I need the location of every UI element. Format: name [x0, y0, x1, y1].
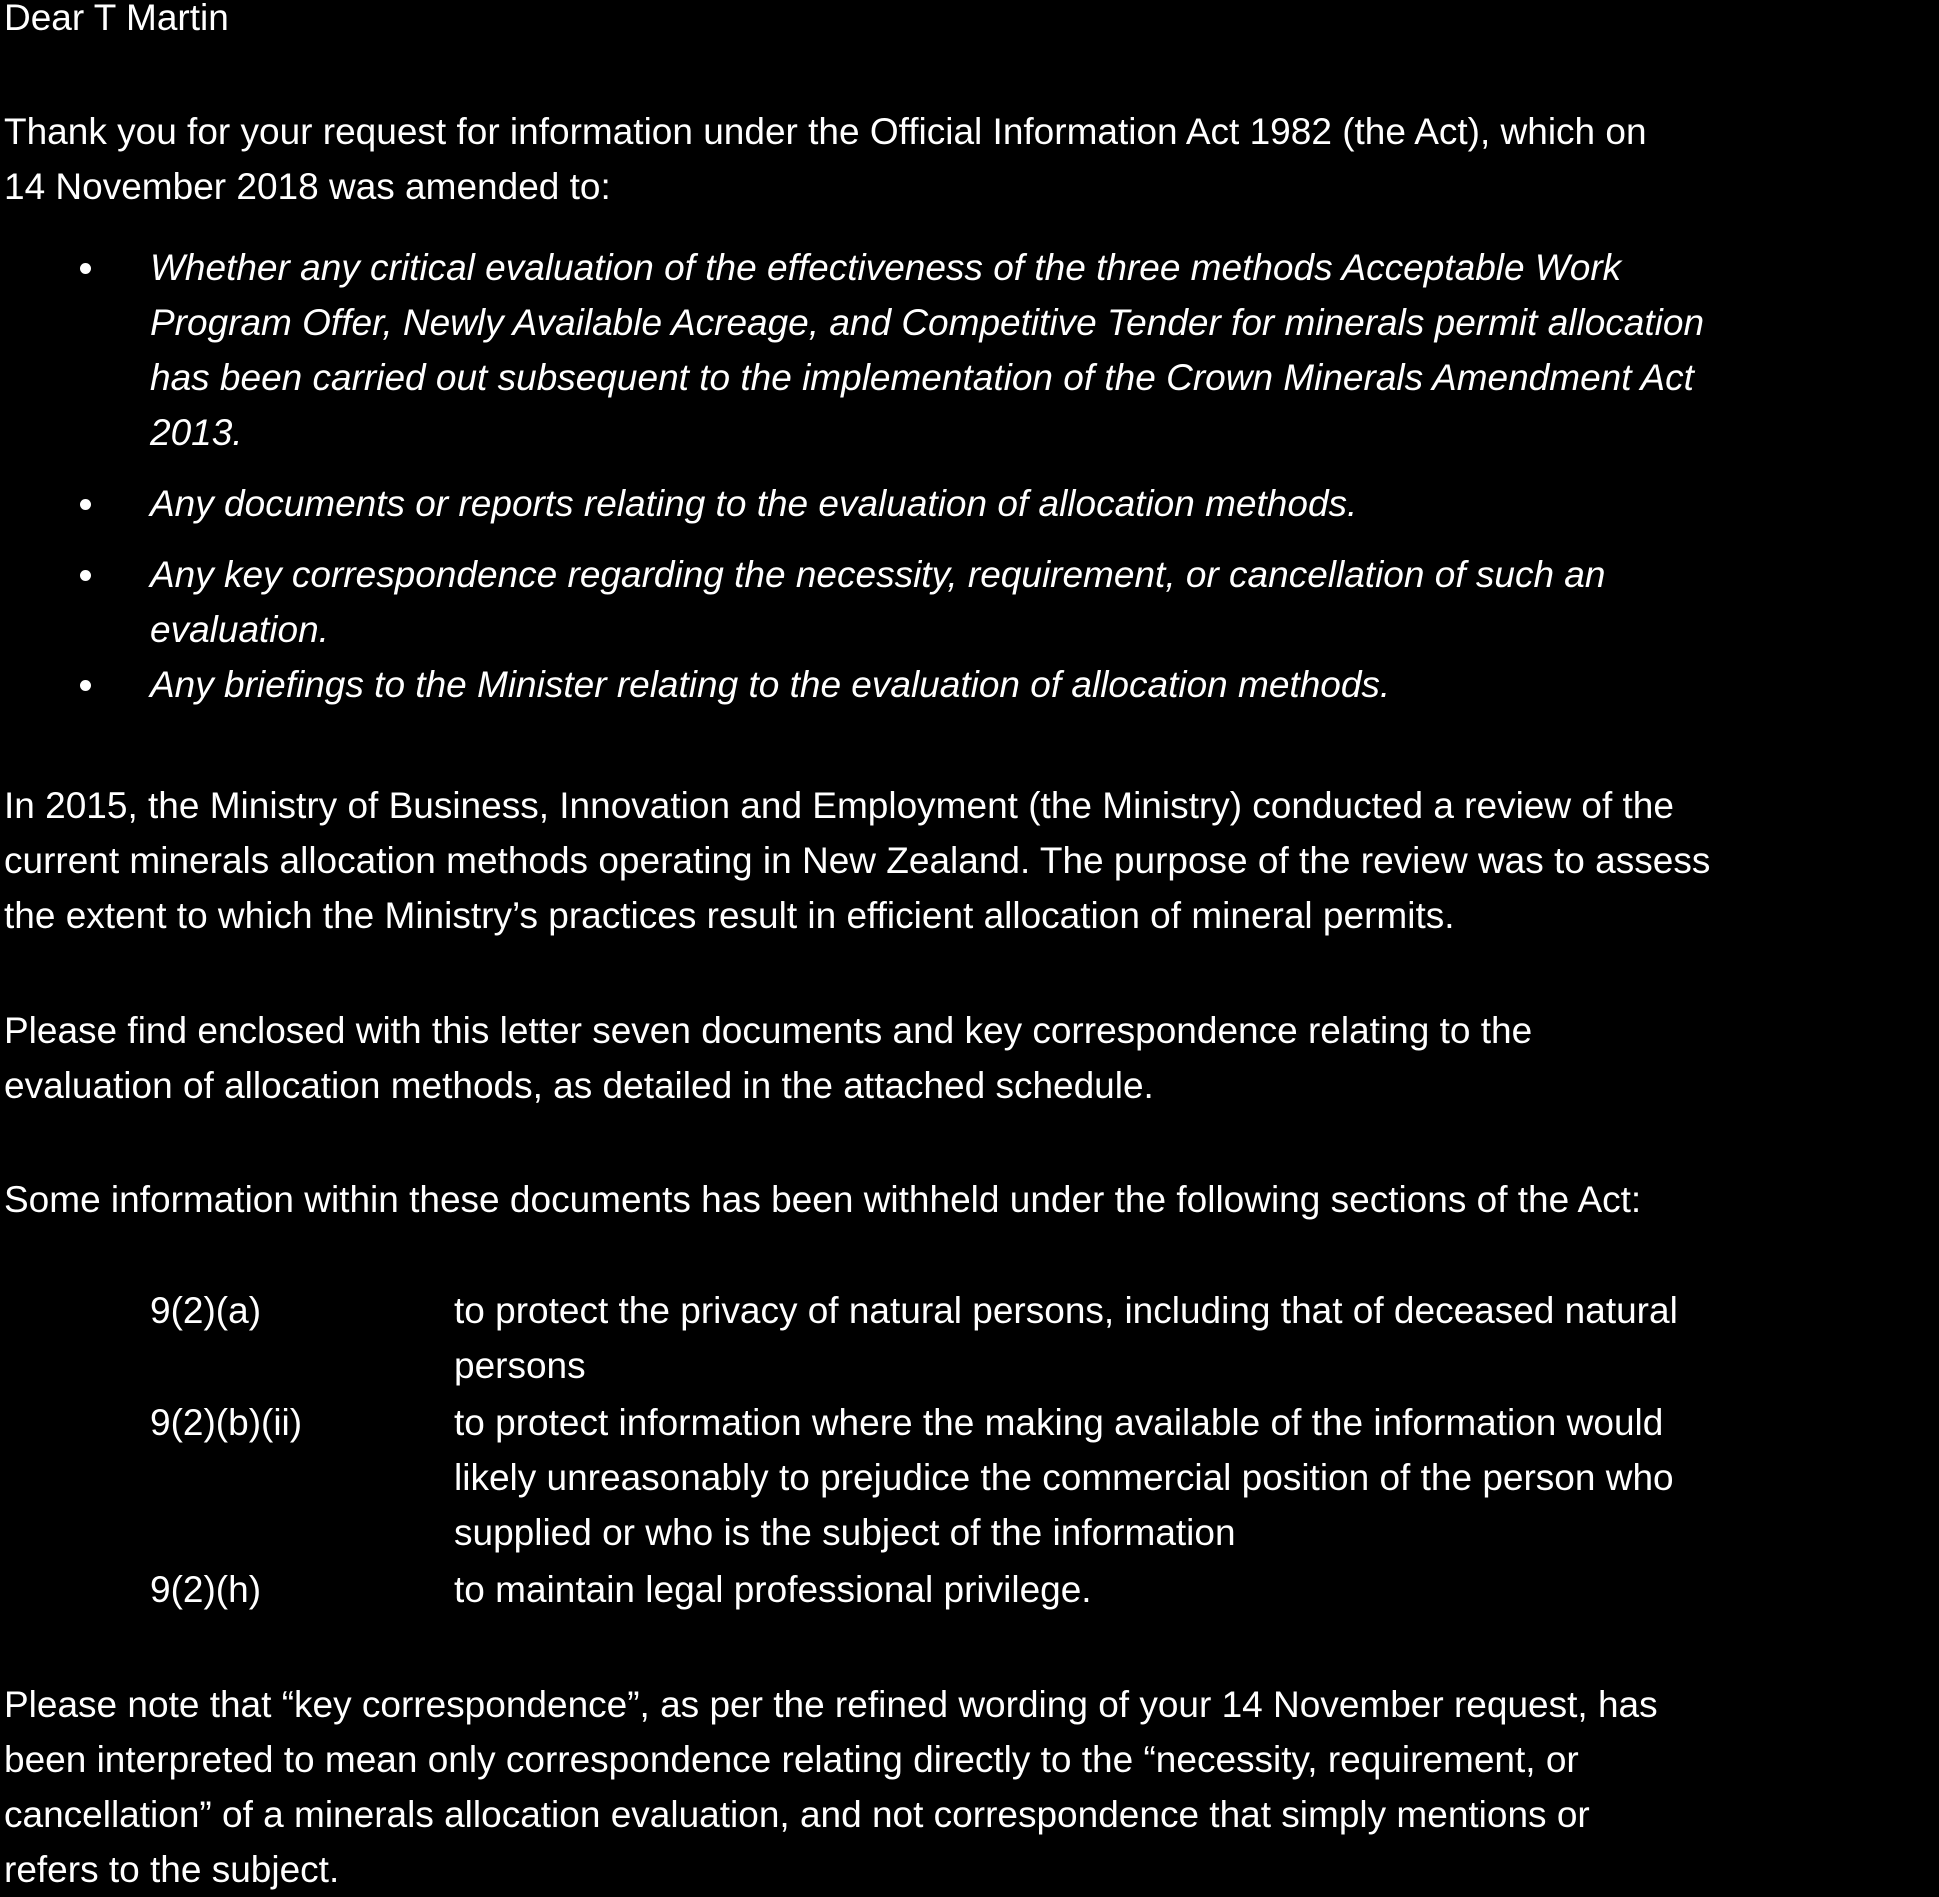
- bullet-icon: [80, 570, 91, 581]
- section-description: [454, 1283, 1939, 1393]
- section-description-line: persons: [454, 1345, 586, 1386]
- section-description-line: to maintain legal professional privilege.: [454, 1569, 1092, 1610]
- paragraph-line: refers to the subject.: [4, 1849, 340, 1890]
- request-items-list: [0, 240, 1939, 712]
- section-description-line: to protect the privacy of natural persons, including that of deceased natural: [454, 1290, 1678, 1331]
- section-description-line: to protect information where the making available of the information would: [454, 1402, 1664, 1443]
- paragraph-line: the extent to which the Ministry’s practices result in efficient allocation of mineral permits.: [4, 895, 1455, 936]
- list-item-line: Whether any critical evaluation of the effectiveness of the three methods Acceptable Work: [150, 247, 1622, 288]
- list-item-line: Any briefings to the Minister relating to the evaluation of allocation methods.: [150, 664, 1391, 705]
- bullet-icon: [80, 499, 91, 510]
- list-item-line: Any documents or reports relating to the evaluation of allocation methods.: [150, 483, 1358, 524]
- list-item-line: evaluation.: [150, 609, 329, 650]
- note-paragraph: [4, 1677, 1934, 1897]
- section-code: 9(2)(h): [150, 1569, 262, 1610]
- paragraph-line: In 2015, the Ministry of Business, Innovation and Employment (the Ministry) conducted a review of the: [4, 785, 1674, 826]
- request-item: [0, 657, 1939, 712]
- paragraph-line: cancellation” of a minerals allocation evaluation, and not correspondence that simply mentions or: [4, 1794, 1590, 1835]
- bullet-icon: [80, 680, 91, 691]
- section-description-line: supplied or who is the subject of the information: [454, 1512, 1236, 1553]
- paragraph-line: 14 November 2018 was amended to:: [4, 166, 611, 207]
- withheld-section-row: [0, 1283, 1939, 1393]
- section-description: [454, 1562, 1939, 1617]
- paragraph-line: Please note that “key correspondence”, as per the refined wording of your 14 November request, has: [4, 1684, 1658, 1725]
- section-description-line: likely unreasonably to prejudice the commercial position of the person who: [454, 1457, 1674, 1498]
- paragraph-line: Please find enclosed with this letter seven documents and key correspondence relating to the: [4, 1010, 1533, 1051]
- paragraph-line: evaluation of allocation methods, as detailed in the attached schedule.: [4, 1065, 1154, 1106]
- list-item-line: 2013.: [150, 412, 243, 453]
- paragraph-line: Some information within these documents has been withheld under the following sections of the Act:: [4, 1179, 1642, 1220]
- list-item-line: Program Offer, Newly Available Acreage, and Competitive Tender for minerals permit allocation: [150, 302, 1705, 343]
- list-item-line: Any key correspondence regarding the necessity, requirement, or cancellation of such an: [150, 554, 1606, 595]
- request-item: [0, 476, 1939, 531]
- request-item: [0, 240, 1939, 460]
- withheld-intro: [4, 1172, 1934, 1227]
- paragraph-line: current minerals allocation methods operating in New Zealand. The purpose of the review was to assess: [4, 840, 1711, 881]
- section-code: 9(2)(a): [150, 1290, 262, 1331]
- withheld-section-row: [0, 1395, 1939, 1560]
- intro-paragraph: [4, 104, 1934, 214]
- paragraph-line: been interpreted to mean only correspondence relating directly to the “necessity, requirement, or: [4, 1739, 1579, 1780]
- list-item-line: has been carried out subsequent to the implementation of the Crown Minerals Amendment Act: [150, 357, 1694, 398]
- enclosed-paragraph: [4, 1003, 1934, 1113]
- paragraph-line: Thank you for your request for information under the Official Information Act 1982 (the Act), which on: [4, 111, 1647, 152]
- review-paragraph: [4, 778, 1934, 943]
- withheld-sections-table: [0, 1283, 1939, 1617]
- section-code: 9(2)(b)(ii): [150, 1402, 303, 1443]
- bullet-icon: [80, 263, 91, 274]
- withheld-section-row: [0, 1562, 1939, 1617]
- section-description: [454, 1395, 1939, 1560]
- salutation-text: Dear T Martin: [4, 0, 229, 38]
- request-item: [0, 547, 1939, 657]
- salutation: [4, 0, 1934, 45]
